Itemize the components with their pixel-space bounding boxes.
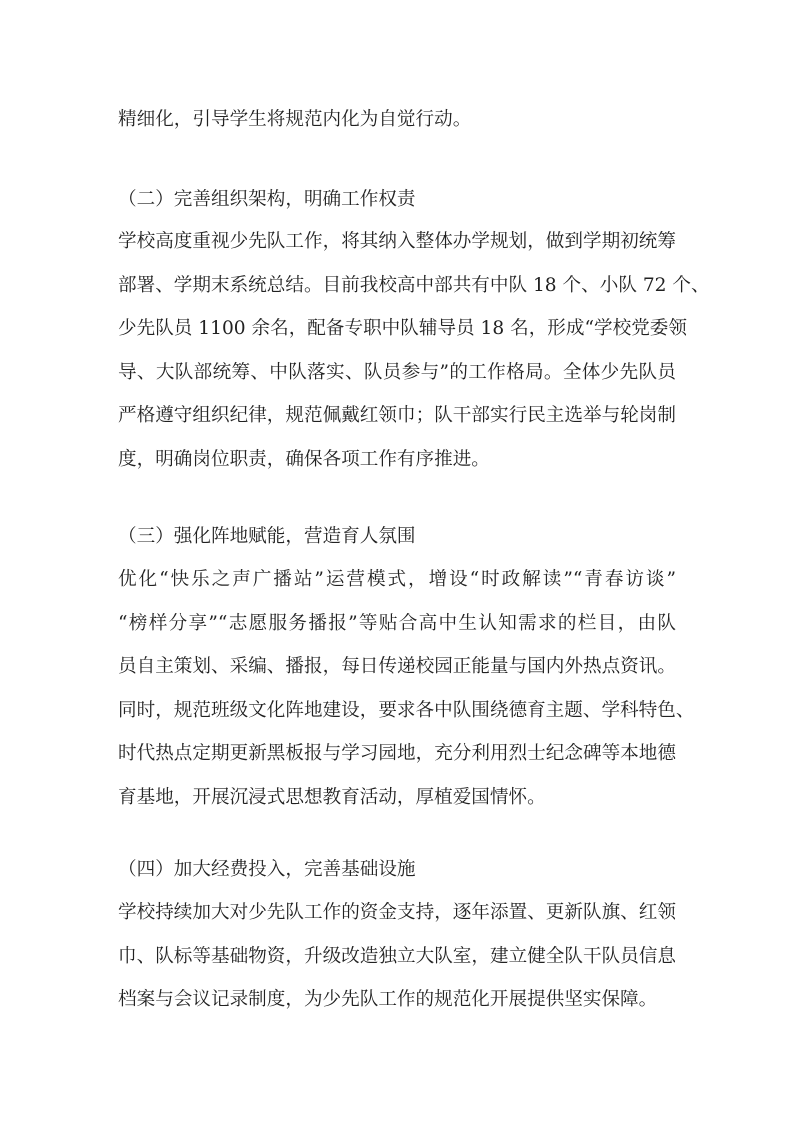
paragraph-continuation (118, 98, 676, 142)
text-line: 档案与会议记录制度，为少先队工作的规范化开展提供坚实保障。 (118, 989, 658, 1010)
section-heading-4: （四）加大经费投入，完善基础设施 (118, 859, 416, 880)
text-line: 精细化，引导学生将规范内化为自觉行动。 (118, 109, 472, 130)
text-line: 时代热点定期更新黑板报与学习园地，充分利用烈士纪念碑等本地德 (118, 743, 676, 764)
text-line: 严格遵守组织纪律，规范佩戴红领巾；队干部实行民主选举与轮岗制 (118, 405, 676, 426)
text-line: 少先队员 1100 余名，配备专职中队辅导员 18 名，形成“学校党委领 (118, 318, 687, 339)
text-line: 员自主策划、采编、播报，每日传递校园正能量与国内外热点资讯。 (118, 656, 676, 677)
text-line: 部署、学期末系统总结。目前我校高中部共有中队 18 个、小队 72 个、 (118, 274, 710, 296)
text-line: 学校高度重视少先队工作，将其纳入整体办学规划，做到学期初统筹 (118, 231, 676, 252)
paragraph-section-2 (118, 220, 710, 481)
text-line: 优化“快乐之声广播站”运营模式，增设“时政解读”“青春访谈” (118, 569, 676, 590)
text-line: “榜样分享”“志愿服务播报”等贴合高中生认知需求的栏目，由队 (118, 612, 676, 634)
text-line: 学校持续加大对少先队工作的资金支持，逐年添置、更新队旗、红领 (118, 902, 676, 923)
paragraph-section-4 (118, 891, 676, 1022)
text-line: 巾、队标等基础物资，升级改造独立大队室，建立健全队干队员信息 (118, 945, 676, 967)
section-heading-3: （三）强化阵地赋能，营造育人氛围 (118, 526, 416, 547)
section-heading-2: （二）完善组织架构，明确工作权责 (118, 189, 416, 210)
text-line: 导、大队部统筹、中队落实、队员参与”的工作格局。全体少先队员 (118, 361, 676, 383)
paragraph-section-3 (118, 558, 695, 819)
text-line: 同时，规范班级文化阵地建设，要求各中队围绕德育主题、学科特色、 (118, 699, 695, 721)
text-line: 育基地，开展沉浸式思想教育活动，厚植爱国情怀。 (118, 786, 546, 808)
text-line: 度，明确岗位职责，确保各项工作有序推进。 (118, 448, 490, 470)
